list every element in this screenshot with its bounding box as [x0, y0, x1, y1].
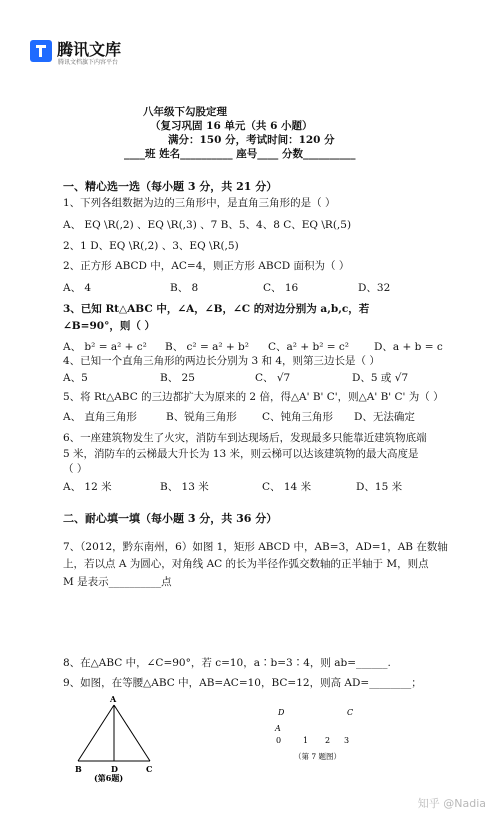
q9-text: 9、如图，在等腰△ABC 中，AB=AC=10，BC=12，则高 AD=________；	[63, 677, 422, 689]
q3-option-a: A、 b² = a² + c²	[63, 341, 147, 353]
fig6-label-a: A	[110, 694, 117, 704]
q2-option-c: C、 16	[263, 282, 299, 294]
fig6-label-c: C	[146, 764, 153, 774]
fig7-label-a: A	[275, 724, 281, 733]
q7-line1: 7、（2012，黔东南州，6）如图 1，矩形 ABCD 中，AB=3，AD=1，AB 在数轴	[63, 541, 448, 553]
watermark: 知乎 @Nadia	[417, 797, 486, 810]
q1-text: 1、下列各组数据为边的三角形中，是直角三角形的是（ ）	[63, 197, 336, 209]
fig7-label-c: C	[347, 708, 354, 717]
q2-option-a: A、 4	[63, 282, 92, 294]
brand-logo-icon	[30, 40, 52, 62]
q6-option-d: D、15 米	[356, 481, 403, 493]
doc-title: 八年级下勾股定理	[143, 106, 227, 118]
q6-line1: 6、一座建筑物发生了火灾，消防车到达现场后，发现最多只能靠近建筑物底端	[63, 432, 427, 444]
score-time: 满分：150 分，考试时间：120 分	[168, 134, 335, 146]
q3-option-d: D、a + b = c	[374, 341, 443, 353]
fig7-tick-1: 1	[303, 736, 309, 745]
q7-line2: 上，若以点 A 为圆心，对角线 AC 的长为半径作弧交数轴的正半轴于 M，则点	[63, 558, 429, 570]
q3-option-c: C、a² + b² = c²	[268, 341, 349, 353]
q6-line2: 5 米，消防车的云梯最大升长为 13 米，则云梯可以达该建筑物的最大高度是	[63, 448, 419, 460]
figure-triangle	[68, 693, 158, 785]
q6-option-a: A、 12 米	[63, 481, 112, 493]
fig7-tick-0: 0	[276, 736, 282, 745]
q5-option-d: D、无法确定	[354, 411, 415, 423]
q6-option-c: C、 14 米	[262, 481, 312, 493]
q1-options-line2: 2、1 D、EQ \R(,2) 、3、EQ \R(,5)	[63, 240, 239, 252]
figure-number-axis	[268, 705, 378, 765]
section1-heading: 一、精心选一选（每小题 3 分，共 21 分）	[63, 180, 278, 193]
q4-option-b: B、 25	[160, 372, 195, 384]
doc-subtitle: （复习巩固 16 单元（共 6 小题）	[150, 120, 313, 132]
q1-options-line1: A、 EQ \R(,2) 、EQ \R(,3) 、7 B、5、4、8 C、EQ \R(,5)	[63, 219, 352, 231]
student-info: ____班 姓名__________ 座号____ 分数__________	[124, 148, 356, 160]
q4-option-c: C、 √7	[255, 372, 291, 384]
q6-line3: （ ）	[63, 463, 88, 475]
q4-option-d: D、5 或 √7	[352, 372, 409, 384]
q5-option-a: A、 直角三角形	[63, 411, 137, 423]
q5-option-c: C、钝角三角形	[262, 411, 334, 423]
q2-text: 2、正方形 ABCD 中，AC=4，则正方形 ABCD 面积为（ ）	[63, 260, 350, 272]
q4-option-a: A、5	[63, 372, 88, 384]
q5-text: 5、将 Rt△ABC 的三边都扩大为原来的 2 倍，得△A' B' C'，则△A' B' C' 为（ ）	[63, 391, 444, 403]
brand-name: 腾讯文库	[57, 40, 122, 59]
q3-line1: 3、已知 Rt△ABC 中，∠A，∠B，∠C 的对边分别为 a,b,c，若	[63, 303, 370, 315]
fig7-tick-2: 2	[325, 736, 331, 745]
q4-text: 4、已知一个直角三角形的两边长分别为 3 和 4，则第三边长是（ ）	[63, 355, 380, 367]
fig7-tick-3: 3	[344, 736, 350, 745]
fig6-label-d: D	[111, 764, 118, 774]
q6-option-b: B、 13 米	[160, 481, 209, 493]
q2-option-d: D、32	[358, 282, 391, 294]
q3-option-b: B、 c² = a² + b²	[165, 341, 249, 353]
q8-text: 8、在△ABC 中，∠C=90°，若 c=10，a∶b=3∶4，则 ab=______.	[63, 657, 391, 669]
fig7-label-d: D	[278, 708, 285, 717]
fig7-caption: （第 7 题图）	[294, 752, 342, 761]
fig6-caption: (第6题)	[94, 773, 124, 783]
q2-option-b: B、 8	[170, 282, 199, 294]
q5-option-b: B、锐角三角形	[166, 411, 237, 423]
fig6-label-b: B	[75, 764, 82, 774]
q7-line3: M 是表示__________点	[63, 576, 172, 588]
section2-heading: 二、耐心填一填（每小题 3 分，共 36 分）	[63, 512, 278, 525]
q3-line2: ∠B=90°，则（ ）	[63, 320, 155, 332]
brand-tagline: 腾讯文档旗下内容平台	[58, 59, 119, 66]
